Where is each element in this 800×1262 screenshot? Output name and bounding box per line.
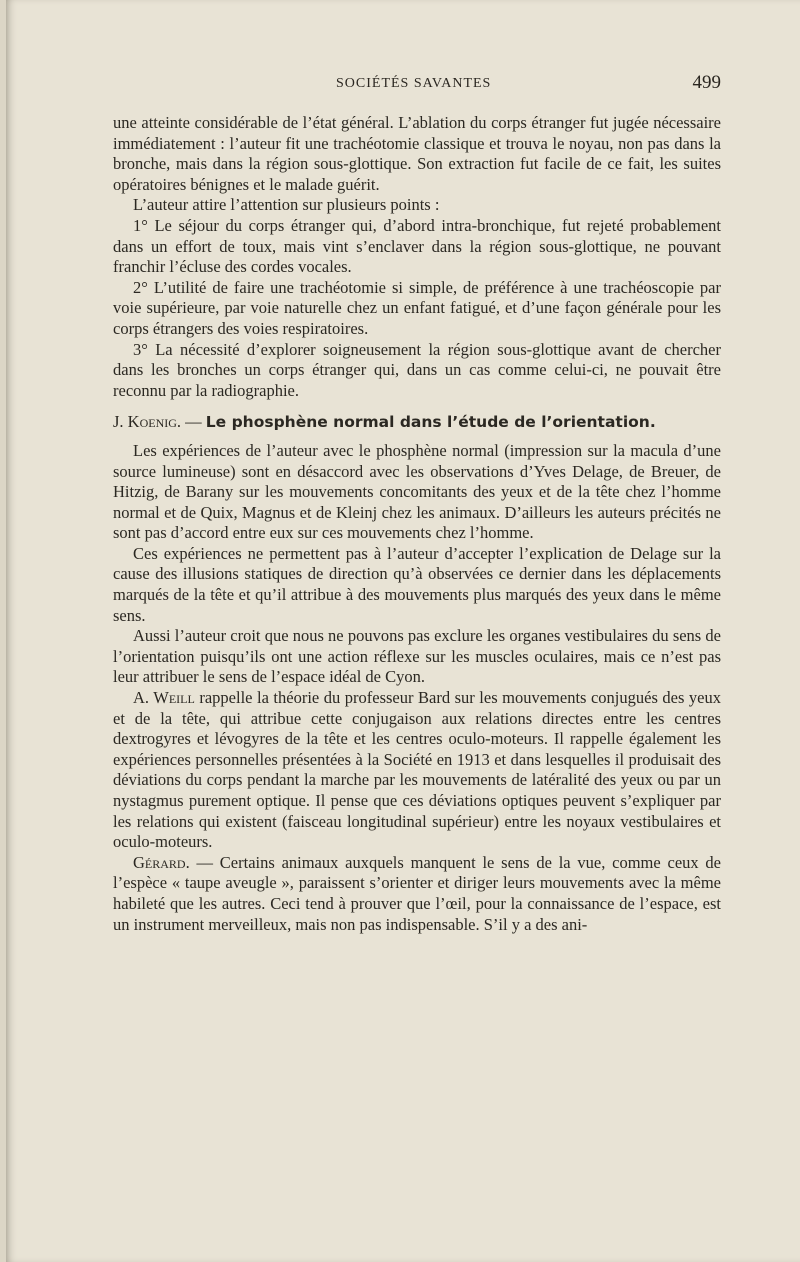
paragraph: 2° L’utilité de faire une trachéotomie si simple, de préférence à une trachéoscopie par voie supérieure, par voie naturelle chez un enfant fatigué, et d’une façon générale pour les corps étrangers des voies respiratoires.: [113, 277, 721, 338]
page: [6, 0, 800, 1262]
paragraph: Aussi l’auteur croit que nous ne pouvons pas exclure les organes vestibulaires du sens de l’orientation puisqu’ils ont une action réflexe sur les muscles oculaires, mais ce n’est pas leur attribuer le sens de l’espace idéal de Cyon.: [113, 626, 721, 687]
paragraph-text: rappelle la théorie du professeur Bard sur les mouvements conjugués des yeux et de la tête, qui attribue cette conjugaison aux relations directes entre les centres dextrogyres et lévogyres de la tête et les centres oculo-moteurs. Il rappelle également les expériences personnelles présentées à la Société en 1913 et dans lesquelles il produisait des déviations du corps pendant la marche par les mouvements de latéralité des yeux ou par un nystagmus purement optique. Il pense que ces déviations optiques peuvent s’expliquer par les relations qui existent (faisceau longitudinal supérieur) entre les noyaux vestibulaires et oculo-moteurs.: [113, 688, 721, 852]
paragraph: Ces expériences ne permettent pas à l’auteur d’accepter l’explication de Delage sur la cause des illusions statiques de direction qu’à observées ce dernier dans les déplacements marqués de la tête et qu’il attribue à des mouvements plus marqués des yeux dans le même sens.: [113, 543, 721, 625]
paragraph: 3° La nécessité d’explorer soigneusement la région sous-glottique avant de chercher dans les bronches un corps étranger qui, dans un cas comme celui-ci, ne pouvait être reconnu par la radiographie.: [113, 339, 721, 400]
paragraph: une atteinte considérable de l’état général. L’ablation du corps étranger fut jugée nécessaire immédiatement : l’auteur fit une trachéotomie classique et trouva le noyau, non pas dans la bronche, mais dans la région sous-glottique. Son extraction fut facile de ce fait, les suites opératoires bénignes et le malade guérit.: [113, 113, 721, 194]
speaker-name: A. Weill: [133, 688, 195, 708]
section-title: Le phosphène normal dans l’étude de l’orientation.: [205, 413, 656, 432]
body-text: [113, 113, 721, 935]
paragraph-text: — Certains animaux auxquels manquent le sens de la vue, comme ceux de l’espèce « taupe aveugle », paraissent s’orienter et diriger leurs mouvements avec la même habileté que les autres. Ceci tend à prouver que l’œil, pour la connaissance de l’espace, est un instrument merveilleux, mais non pas indispensable. S’il y a des ani-: [113, 852, 721, 934]
running-head: [111, 74, 721, 94]
section-author: J. Koenig.: [113, 412, 182, 432]
section-heading: [113, 412, 721, 433]
running-title: SOCIÉTÉS SAVANTES: [336, 76, 492, 91]
paragraph: L’auteur attire l’attention sur plusieurs points :: [133, 195, 440, 215]
paragraph: [113, 853, 721, 935]
paragraph: [113, 688, 721, 853]
section-dash: —: [181, 412, 206, 432]
speaker-name: Gérard.: [133, 852, 190, 872]
paragraph: Les expériences de l’auteur avec le phosphène normal (impression sur la macula d’une source lumineuse) sont en désaccord avec les observations d’Yves Delage, de Breuer, de Hitzig, de Barany sur les mouvements concomitants des yeux et de la tête chez l’homme normal et de Quix, Magnus et de Kleinj chez les animaux. D’ailleurs les auteurs précités ne sont pas d’accord entre eux sur ces mouvements chez l’homme.: [113, 440, 721, 543]
paragraph: 1° Le séjour du corps étranger qui, d’abord intra-bronchique, fut rejeté probablement dans un effort de toux, mais vint s’enclaver dans la région sous-glottique, ne pouvant franchir l’écluse des cordes vocales.: [113, 215, 721, 277]
page-number: 499: [692, 72, 721, 93]
